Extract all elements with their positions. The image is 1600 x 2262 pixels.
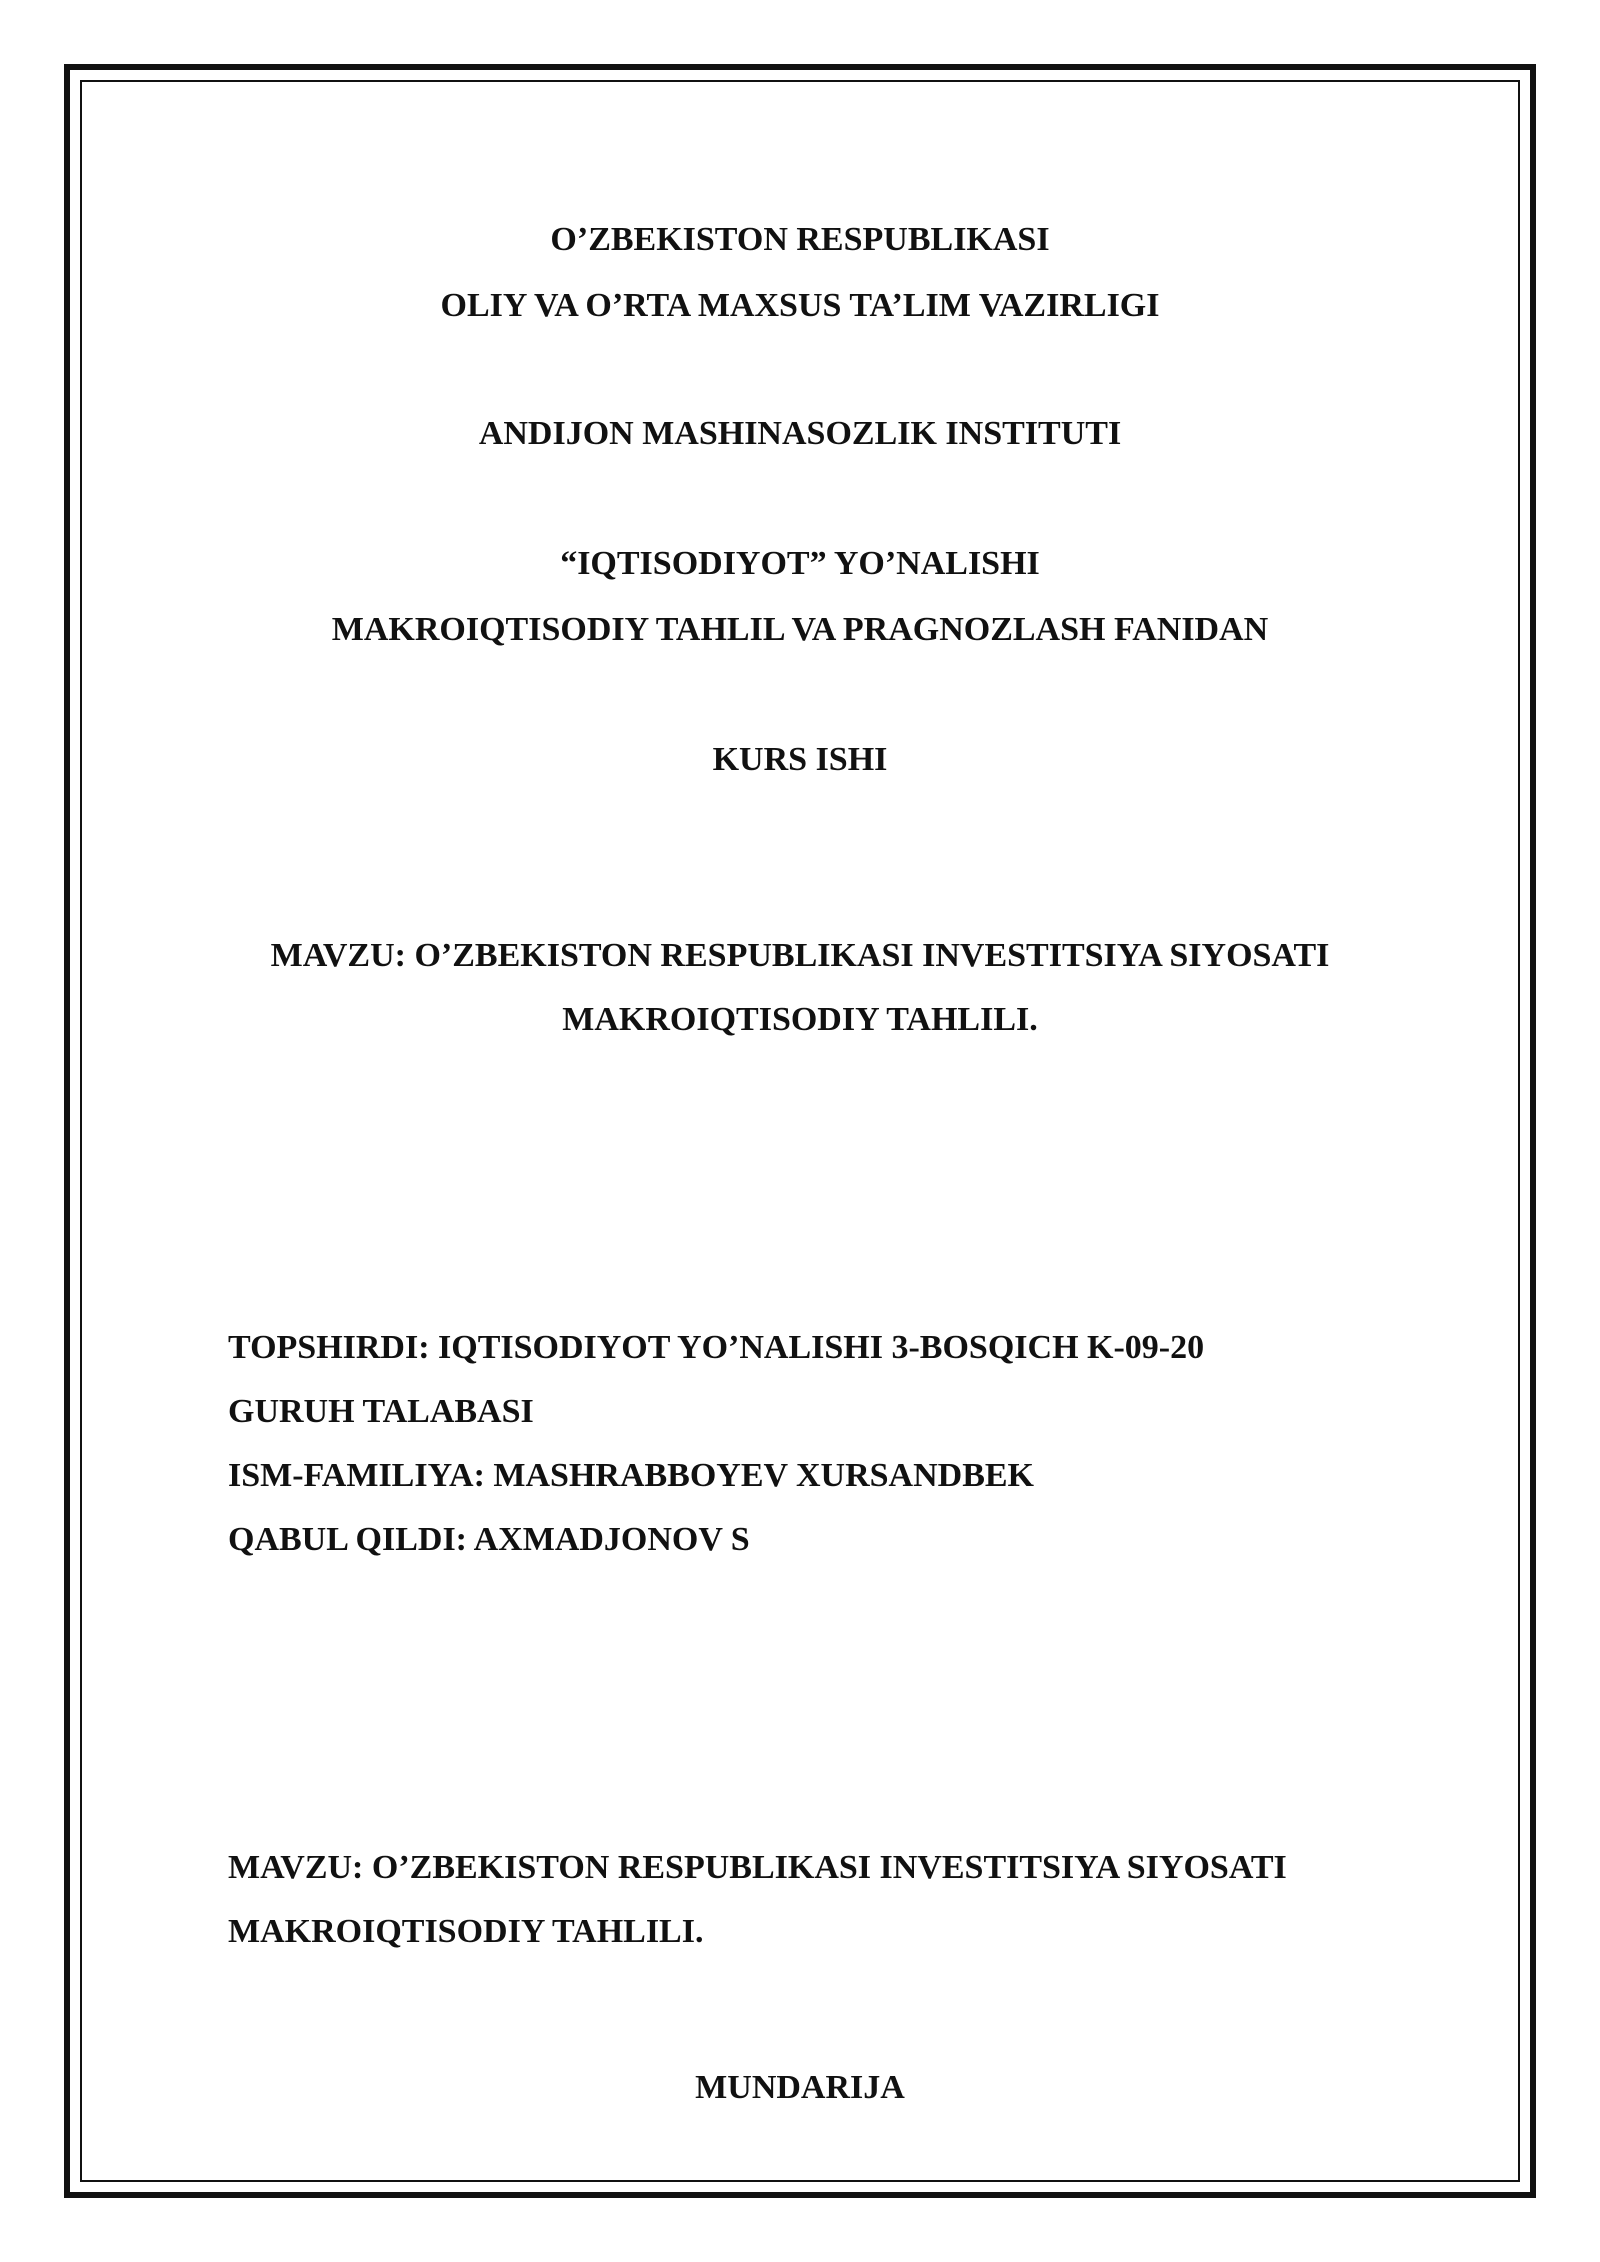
topic-line-2: MAKROIQTISODIY TAHLILI. xyxy=(562,1001,1038,1038)
contents-heading: MUNDARIJA xyxy=(695,2069,905,2106)
ministry-line-2: OLIY VA O’RTA MAXSUS TA’LIM VAZIRLIGI xyxy=(440,287,1160,324)
submitted-by: TOPSHIRDI: IQTISODIYOT YO’NALISHI 3-BOSQICH K-09-20 xyxy=(228,1329,1205,1366)
subject-name: MAKROIQTISODIY TAHLIL VA PRAGNOZLASH FANIDAN xyxy=(331,611,1269,648)
student-name: ISM-FAMILIYA: MASHRABBOYEV XURSANDBEK xyxy=(228,1457,1035,1494)
direction-name: “IQTISODIYOT” YO’NALISHI xyxy=(560,545,1040,582)
student-group: GURUH TALABASI xyxy=(228,1393,534,1430)
institute-name: ANDIJON MASHINASOZLIK INSTITUTI xyxy=(478,415,1122,452)
ministry-line-1: O’ZBEKISTON RESPUBLIKASI xyxy=(550,221,1050,258)
topic-repeat-line-1: MAVZU: O’ZBEKISTON RESPUBLIKASI INVESTITSIYA SIYOSATI xyxy=(228,1849,1287,1886)
work-type: KURS ISHI xyxy=(712,741,888,778)
accepted-by: QABUL QILDI: AXMADJONOV S xyxy=(228,1521,750,1558)
topic-line-1: MAVZU: O’ZBEKISTON RESPUBLIKASI INVESTITSIYA SIYOSATI xyxy=(270,937,1330,974)
topic-repeat-line-2: MAKROIQTISODIY TAHLILI. xyxy=(228,1913,704,1950)
